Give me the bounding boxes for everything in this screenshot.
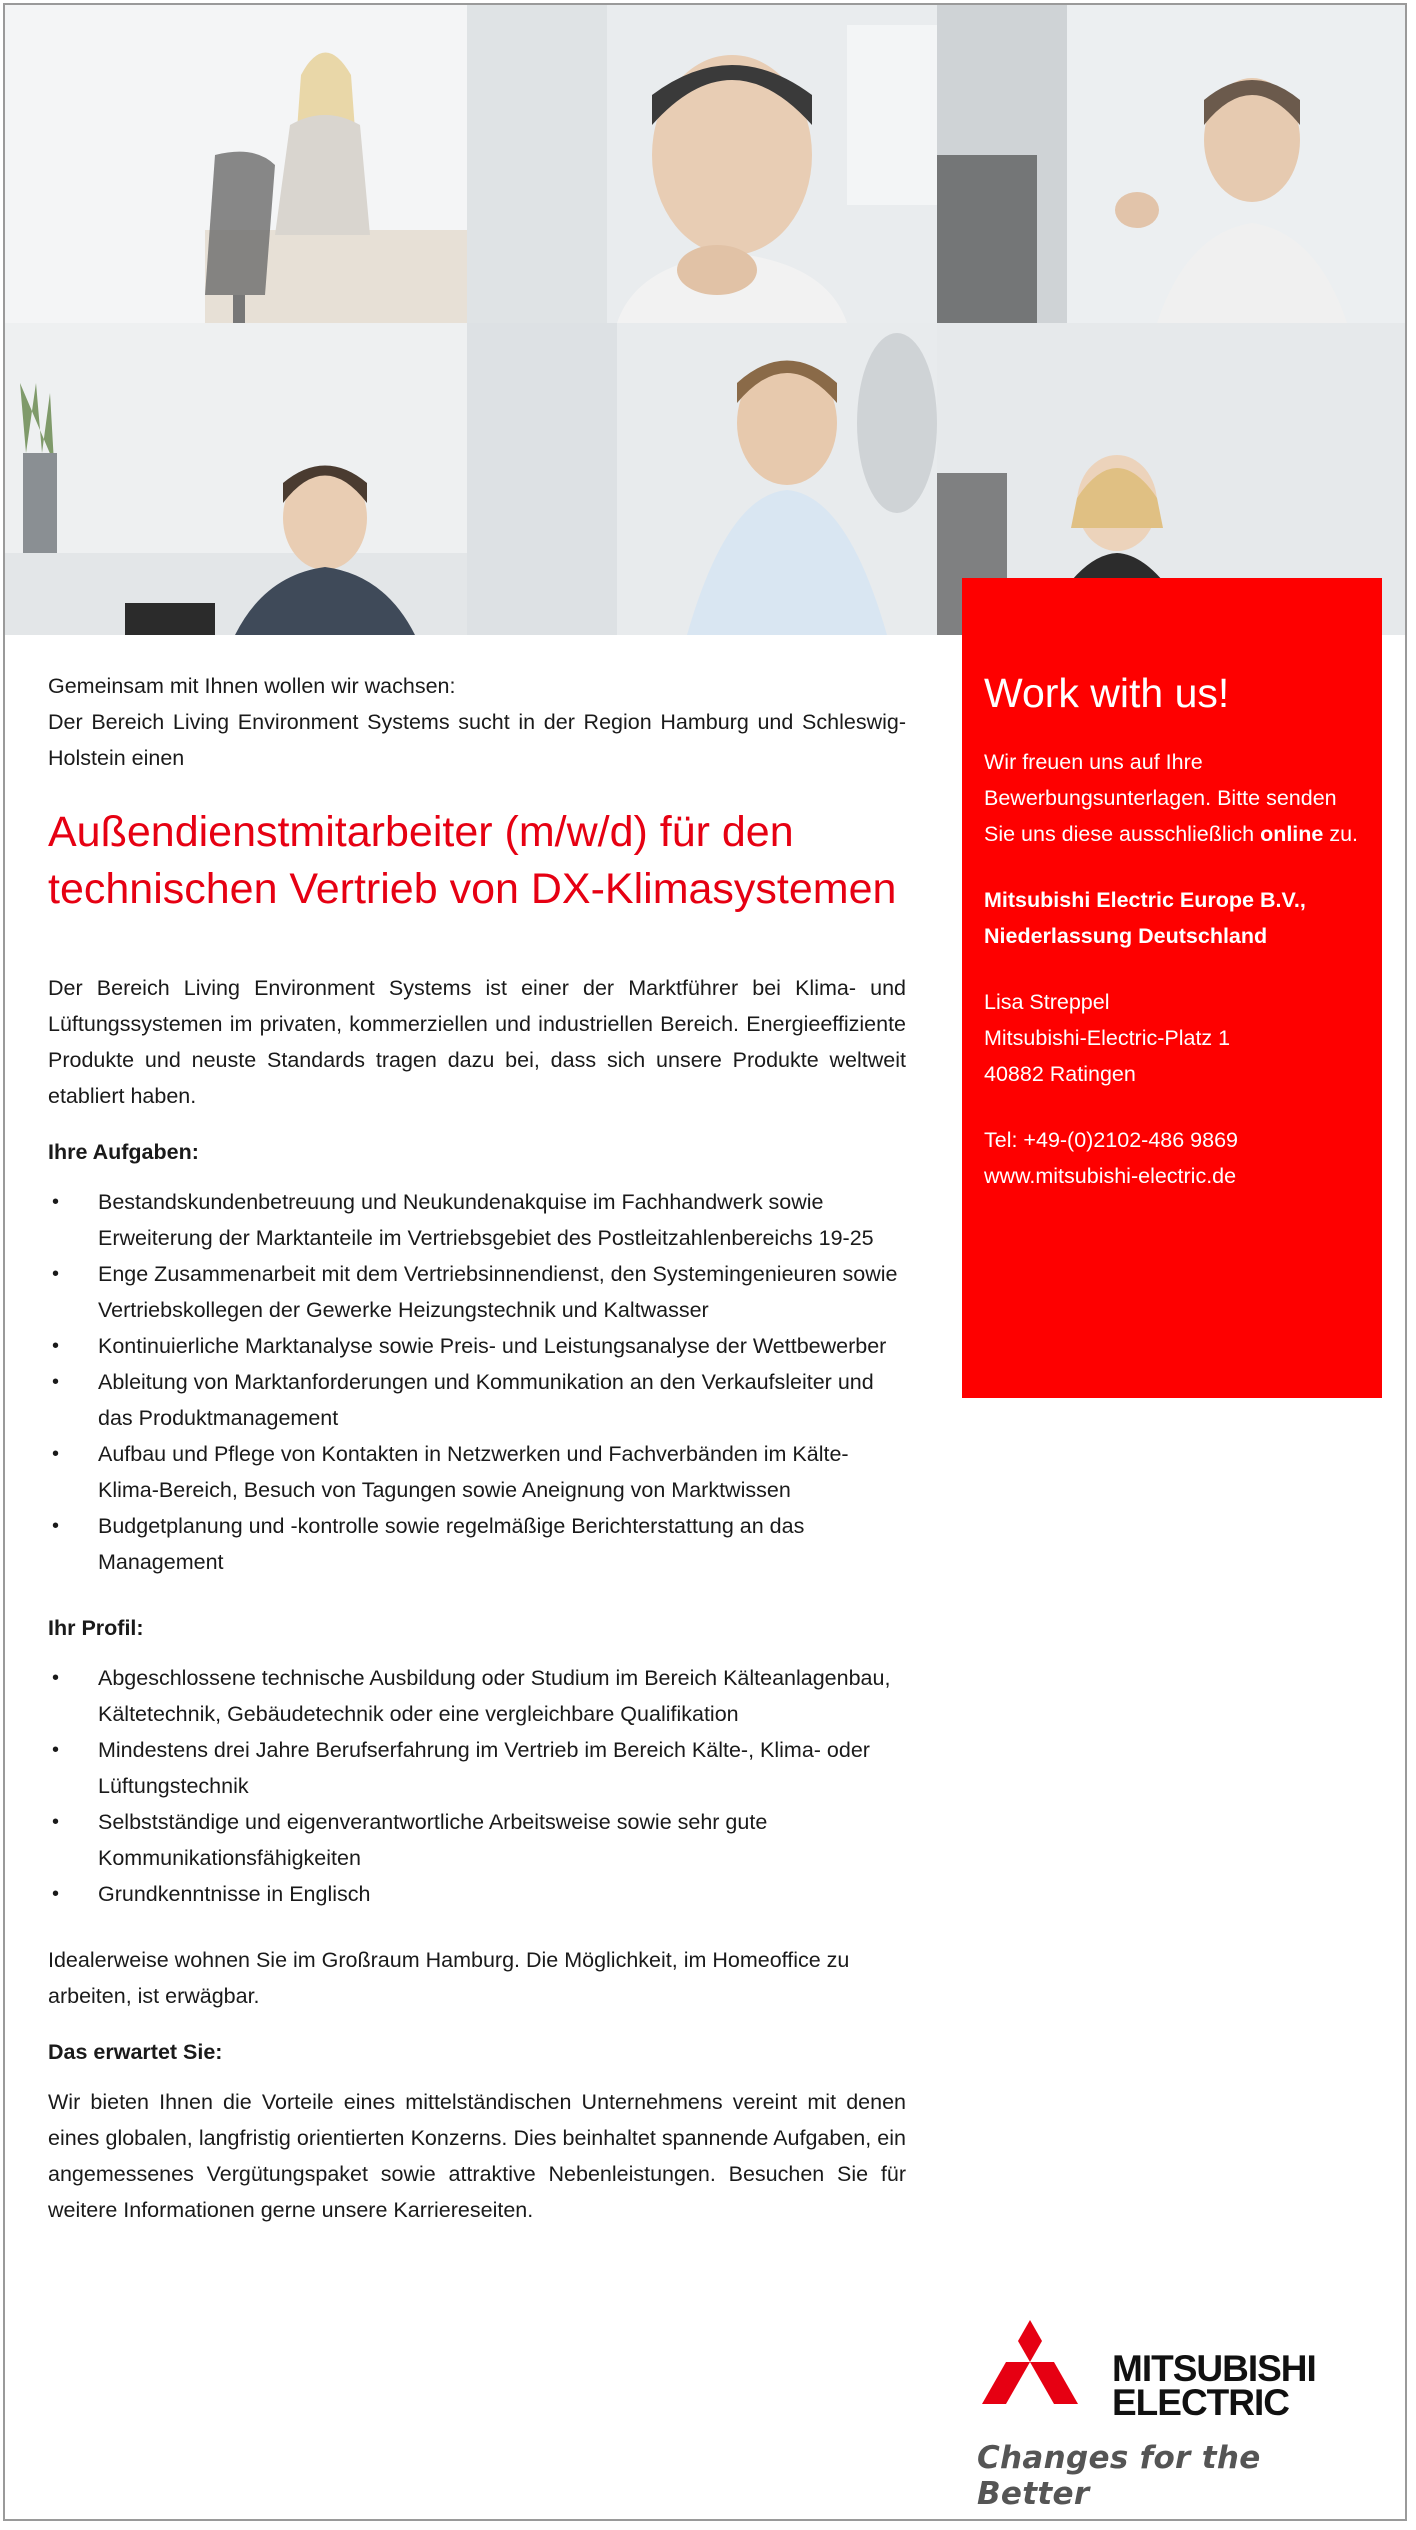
profile-heading: Ihr Profil: xyxy=(48,1616,144,1640)
list-item: • Abgeschlossene technische Ausbildung oder Studium im Bereich Kälteanlagenbau, Kältetechnik, Gebäudetechnik oder eine vergleichbare Qualifikation xyxy=(48,1660,906,1732)
contact-details xyxy=(984,1122,1362,1194)
list-item: • Bestandskundenbetreuung und Neukundenakquise im Fachhandwerk sowie Erweiterung der Marktanteile im Vertriebsgebiet des Postleitzahlenbereichs 19-25 xyxy=(48,1184,906,1256)
profile-list xyxy=(48,1660,906,1912)
contact-city: 40882 Ratingen xyxy=(984,1062,1136,1086)
photo-man-laughing xyxy=(467,323,937,635)
company-logo xyxy=(975,2320,1375,2512)
contact-street: Mitsubishi-Electric-Platz 1 xyxy=(984,1026,1231,1050)
online-emphasis: online xyxy=(1260,822,1324,846)
tasks-list xyxy=(48,1184,906,1580)
photo-man-gesturing xyxy=(937,5,1405,323)
photo-woman-at-desk xyxy=(5,5,467,323)
list-item: • Aufbau und Pflege von Kontakten in Netzwerken und Fachverbänden im Kälte-Klima-Bereich, Besuch von Tagungen sowie Aneignung von Marktwissen xyxy=(48,1436,906,1508)
job-description xyxy=(48,668,906,2228)
list-item: • Kontinuierliche Marktanalyse sowie Preis- und Leistungsanalyse der Wettbewerber xyxy=(48,1328,906,1364)
about-paragraph: Der Bereich Living Environment Systems ist einer der Marktführer bei Klima- und Lüftungssystemen im privaten, kommerziellen und industriellen Bereich. Energieeffiziente Produkte und neuste Standards tragen dazu bei, dass sich unsere Produkte weltweit etabliert haben. xyxy=(48,976,906,1108)
tasks-heading: Ihre Aufgaben: xyxy=(48,1140,199,1164)
three-diamonds-icon xyxy=(975,2320,1085,2420)
logo-tagline: Changes for the Better xyxy=(977,2440,1261,2512)
list-item: • Grundkenntnisse in Englisch xyxy=(48,1876,906,1912)
contact-box xyxy=(962,578,1382,1398)
logo-wordmark: MITSUBISHI ELECTRIC xyxy=(1112,2348,1316,2423)
company-name: Mitsubishi Electric Europe B.V., Niederlassung Deutschland xyxy=(984,888,1306,948)
list-item: • Ableitung von Marktanforderungen und Kommunikation an den Verkaufsleiter und das Produktmanagement xyxy=(48,1364,906,1436)
photo-collage xyxy=(5,5,1405,635)
application-note: Wir freuen uns auf Ihre Bewerbungsunterlagen. Bitte senden Sie uns diese ausschließlich online zu. xyxy=(984,750,1359,846)
list-item: • Selbstständige und eigenverantwortliche Arbeitsweise sowie sehr gute Kommunikationsfähigkeiten xyxy=(48,1804,906,1876)
contact-address xyxy=(984,984,1362,1092)
contact-person: Lisa Streppel xyxy=(984,990,1110,1014)
offer-paragraph: Wir bieten Ihnen die Vorteile eines mittelständischen Unternehmens vereint mit denen eines globalen, langfristig orientierten Konzerns. Dies beinhaltet spannende Aufgaben, ein angemessenes Vergütungspaket sowie attraktive Nebenleistungen. Besuchen Sie für weitere Informationen gerne unsere Karriereseiten. xyxy=(48,2090,906,2222)
list-item: • Budgetplanung und -kontrolle sowie regelmäßige Berichterstattung an das Management xyxy=(48,1508,906,1580)
intro-line-1: Gemeinsam mit Ihnen wollen wir wachsen: xyxy=(48,674,456,698)
list-item: • Enge Zusammenarbeit mit dem Vertriebsinnendienst, den Systemingenieuren sowie Vertriebskollegen der Gewerke Heizungstechnik und Kaltwasser xyxy=(48,1256,906,1328)
contact-website-link[interactable]: www.mitsubishi-electric.de xyxy=(984,1164,1237,1188)
intro-line-2: Der Bereich Living Environment Systems sucht in der Region Hamburg und Schleswig-Holstein einen xyxy=(48,710,906,770)
photo-man-thinking xyxy=(467,5,937,323)
list-item: • Mindestens drei Jahre Berufserfahrung im Vertrieb im Bereich Kälte-, Klima- oder Lüftungstechnik xyxy=(48,1732,906,1804)
location-paragraph: Idealerweise wohnen Sie im Großraum Hamburg. Die Möglichkeit, im Homeoffice zu arbeiten, ist erwägbar. xyxy=(48,1948,850,2008)
contact-title: Work with us! xyxy=(984,670,1230,716)
contact-phone[interactable]: Tel: +49-(0)2102-486 9869 xyxy=(984,1128,1239,1152)
offer-heading: Das erwartet Sie: xyxy=(48,2040,223,2064)
job-title: Außendienstmitarbeiter (m/w/d) für den technischen Vertrieb von DX-Klimasystemen xyxy=(48,808,897,913)
photo-man-smiling-at-desk xyxy=(5,323,467,635)
